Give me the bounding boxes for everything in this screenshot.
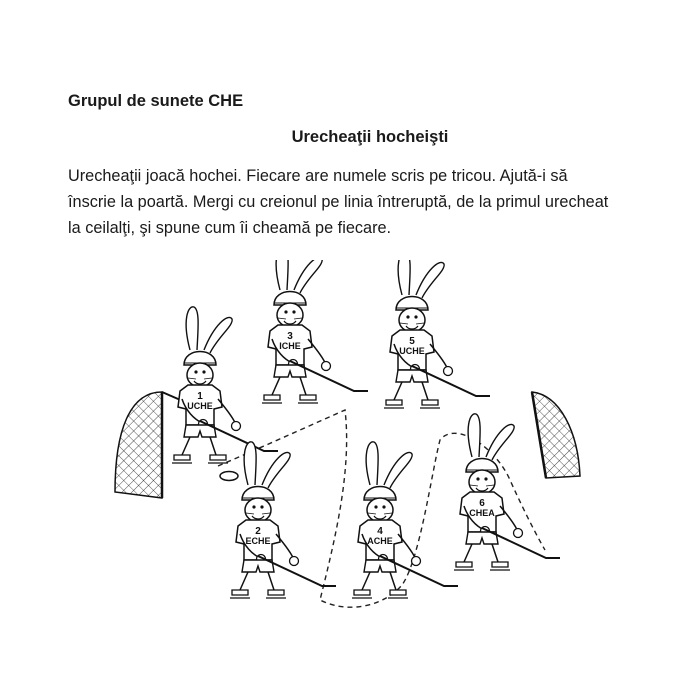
- player-name: CHEA: [469, 508, 495, 518]
- player-1: [172, 307, 278, 463]
- section-heading: Grupul de sunete CHE: [68, 92, 244, 110]
- player-number: 5: [409, 336, 415, 347]
- instructions-text: [68, 163, 628, 241]
- player-number: 4: [377, 526, 383, 537]
- player-2: [230, 442, 336, 598]
- player-5: [384, 260, 490, 408]
- left-goal: [115, 392, 185, 498]
- player-3: [262, 260, 368, 403]
- instructions-line: Urecheaţii joacă hochei. Fiecare are numele scris pe tricou. Ajută-i să: [68, 167, 568, 185]
- right-goal: [532, 392, 580, 478]
- player-name: ICHE: [279, 341, 301, 351]
- player-4: [352, 442, 458, 598]
- player-number: 2: [255, 526, 261, 537]
- worksheet-title: Urecheaţii hocheişti: [291, 128, 449, 146]
- instructions-line: înscrie la poartă. Mergi cu creionul pe linia întreruptă, de la primul urecheat: [68, 193, 609, 211]
- player-name: ACHE: [367, 536, 393, 546]
- player-number: 1: [197, 391, 203, 402]
- player-name: UCHE: [399, 346, 425, 356]
- puck: [220, 472, 238, 481]
- hockey-illustration: [100, 260, 600, 640]
- player-number: 6: [479, 498, 485, 509]
- player-name: ECHE: [245, 536, 271, 546]
- instructions-line: la ceilalţi, şi spune cum îi cheamă pe fiecare.: [68, 219, 392, 237]
- player-name: UCHE: [187, 401, 213, 411]
- player-number: 3: [287, 331, 293, 342]
